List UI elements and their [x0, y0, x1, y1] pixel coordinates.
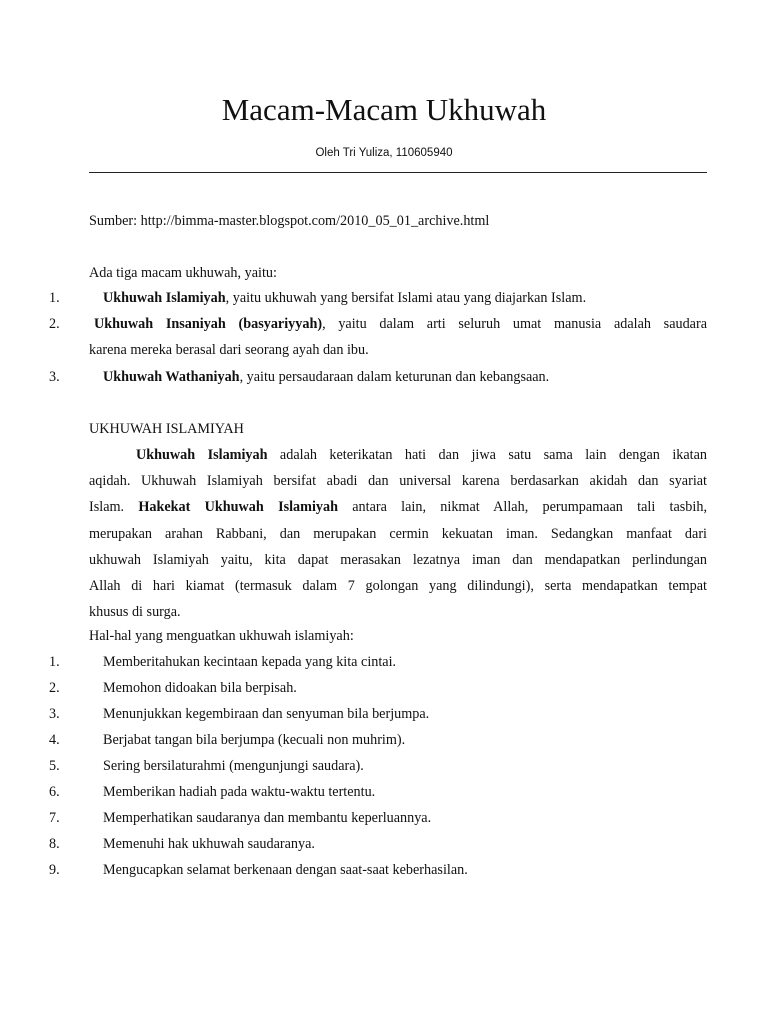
section-heading: UKHUWAH ISLAMIYAH — [89, 421, 244, 437]
line-text: Allah di hari kiamat (termasuk dalam 7 golongan yang dilindungi), serta mendapatkan tempat — [89, 578, 707, 594]
author-byline: Oleh Tri Yuliza, 110605940 — [315, 147, 453, 159]
list-number: 7. — [49, 810, 60, 826]
paragraph-line — [89, 494, 707, 520]
list-number: 6. — [49, 784, 60, 800]
line-text: aqidah. Ukhuwah Islamiyah bersifat abadi dan universal karena berdasarkan akidah dan syariat — [89, 473, 707, 490]
list-intro: Hal-hal yang menguatkan ukhuwah islamiyah: — [89, 628, 354, 644]
line-text: Islam. — [89, 499, 139, 516]
list-item: Menunjukkan kegembiraan dan senyuman bila berjumpa. — [103, 706, 430, 722]
list-number: 1. — [49, 290, 60, 306]
line-text: khusus di surga. — [89, 604, 181, 621]
list-item-continuation: karena mereka berasal dari seorang ayah dan ibu. — [89, 342, 369, 358]
list-number: 5. — [49, 758, 60, 774]
line-text: merupakan arahan Rabbani, dan merupakan cermin kekuatan iman. Sedangkan manfaat dari — [89, 525, 707, 542]
intro-text: Ada tiga macam ukhuwah, yaitu: — [89, 265, 277, 281]
source-line: Sumber: http://bimma-master.blogspot.com/2010_05_01_archive.html — [89, 213, 490, 229]
item-text: , yaitu persaudaraan dalam keturunan dan kebangsaan. — [239, 369, 550, 385]
list-number: 2. — [49, 680, 60, 696]
list-number: 9. — [49, 862, 60, 878]
paragraph-line — [89, 521, 707, 547]
paragraph-line — [89, 573, 707, 599]
list-item: Sering bersilaturahmi (mengunjungi saudara). — [103, 758, 364, 774]
document-title: Macam-Macam Ukhuwah — [221, 92, 547, 127]
line-text: ukhuwah Islamiyah yaitu, kita dapat merasakan lezatnya iman dan mendapatkan perlindungan — [89, 551, 707, 568]
list-number: 1. — [49, 654, 60, 670]
item-bold-term: Ukhuwah Islamiyah — [103, 290, 226, 306]
list-item: Berjabat tangan bila berjumpa (kecuali non muhrim). — [103, 732, 406, 748]
list-item — [103, 285, 707, 311]
item-text: , yaitu dalam arti seluruh umat manusia adalah saudara — [322, 316, 707, 332]
paragraph-line — [89, 547, 707, 573]
list-number: 3. — [49, 369, 60, 385]
title-divider — [89, 172, 707, 173]
bold-term: Hakekat Ukhuwah Islamiyah — [138, 499, 338, 516]
list-item: Mengucapkan selamat berkenaan dengan saat-saat keberhasilan. — [103, 862, 468, 878]
list-item — [94, 311, 707, 337]
line-text: adalah keterikatan hati dan jiwa satu sama lain dengan ikatan — [267, 447, 707, 463]
list-item: Memberitahukan kecintaan kepada yang kita cintai. — [103, 654, 397, 670]
list-number: 3. — [49, 706, 60, 722]
paragraph-line — [136, 442, 707, 468]
list-item: Memberikan hadiah pada waktu-waktu tertentu. — [103, 784, 376, 800]
list-number: 8. — [49, 836, 60, 852]
list-item — [103, 364, 707, 390]
list-item: Memenuhi hak ukhuwah saudaranya. — [103, 836, 315, 852]
list-item: Memohon didoakan bila berpisah. — [103, 680, 297, 696]
item-text: , yaitu ukhuwah yang bersifat Islami atau yang diajarkan Islam. — [225, 290, 587, 306]
bold-term: Ukhuwah Islamiyah — [136, 447, 268, 463]
list-item: Memperhatikan saudaranya dan membantu keperluannya. — [103, 810, 432, 826]
list-number: 4. — [49, 732, 60, 748]
paragraph-line — [89, 468, 707, 494]
item-bold-term: Ukhuwah Insaniyah (basyariyyah) — [94, 316, 323, 332]
list-number: 2. — [49, 316, 60, 332]
paragraph-line — [89, 599, 707, 625]
item-bold-term: Ukhuwah Wathaniyah — [103, 369, 240, 385]
line-text: antara lain, nikmat Allah, perumpamaan tali tasbih, — [337, 499, 707, 516]
